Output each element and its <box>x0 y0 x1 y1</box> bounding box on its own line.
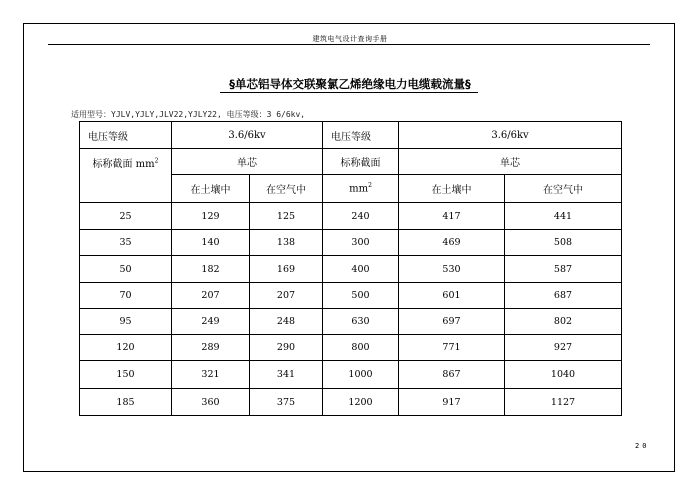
table-row <box>80 256 622 283</box>
cell-air-left: 169 <box>250 256 323 283</box>
section-label-left <box>80 149 172 203</box>
section-exp-left: 2 <box>154 157 159 165</box>
table-row <box>80 335 622 361</box>
section-exp-right: 2 <box>368 182 372 190</box>
cell-section-left: 50 <box>80 256 172 283</box>
cell-section-left: 25 <box>80 203 172 230</box>
cell-section-left: 185 <box>80 389 172 416</box>
table-header-row <box>80 122 622 149</box>
table-row <box>80 389 622 416</box>
cell-soil-right: 771 <box>399 335 505 361</box>
ampacity-table <box>79 121 622 416</box>
soil-label-left: 在土壤中 <box>172 175 250 203</box>
section-label-left-text: 标称截面 mm <box>92 159 155 170</box>
cell-section-right: 630 <box>323 309 399 335</box>
voltage-label-left: 电压等级 <box>80 122 172 149</box>
table-header-row <box>80 149 622 175</box>
cell-soil-right: 417 <box>399 203 505 230</box>
table-row <box>80 361 622 389</box>
soil-label-right: 在土壤中 <box>399 175 505 203</box>
cell-section-right: 800 <box>323 335 399 361</box>
core-label-left: 单芯 <box>172 149 323 175</box>
cell-soil-right: 601 <box>399 283 505 309</box>
header-rule <box>48 44 650 45</box>
cell-air-right: 802 <box>505 309 622 335</box>
cell-section-right: 1000 <box>323 361 399 389</box>
cell-soil-left: 207 <box>172 283 250 309</box>
air-label-left: 在空气中 <box>250 175 323 203</box>
cell-section-left: 70 <box>80 283 172 309</box>
cell-section-right: 400 <box>323 256 399 283</box>
running-header: 建筑电气设计查询手册 <box>312 35 388 43</box>
cell-air-right: 1040 <box>505 361 622 389</box>
cell-air-left: 290 <box>250 335 323 361</box>
cell-soil-right: 530 <box>399 256 505 283</box>
cell-section-right: 300 <box>323 230 399 256</box>
cell-soil-left: 129 <box>172 203 250 230</box>
title-underline <box>220 92 478 93</box>
cell-soil-left: 140 <box>172 230 250 256</box>
cell-soil-left: 321 <box>172 361 250 389</box>
cell-section-left: 150 <box>80 361 172 389</box>
cell-section-left: 120 <box>80 335 172 361</box>
cell-air-right: 927 <box>505 335 622 361</box>
core-label-right: 单芯 <box>399 149 622 175</box>
cell-soil-right: 697 <box>399 309 505 335</box>
cell-section-right: 500 <box>323 283 399 309</box>
cell-air-left: 375 <box>250 389 323 416</box>
voltage-value-right: 3.6/6kv <box>399 122 622 149</box>
cell-air-left: 138 <box>250 230 323 256</box>
cell-section-right: 240 <box>323 203 399 230</box>
cell-air-left: 341 <box>250 361 323 389</box>
cell-air-right: 441 <box>505 203 622 230</box>
cell-soil-right: 867 <box>399 361 505 389</box>
cell-soil-left: 289 <box>172 335 250 361</box>
cell-air-right: 508 <box>505 230 622 256</box>
cell-soil-left: 182 <box>172 256 250 283</box>
voltage-value-left: 3.6/6kv <box>172 122 323 149</box>
page-title <box>0 76 700 92</box>
cell-section-right: 1200 <box>323 389 399 416</box>
applicable-models-note: 适用型号：YJLV,YJLY,JLV22,YJLY22, 电压等级：3 6/6kv, <box>71 110 306 119</box>
table-row <box>80 283 622 309</box>
cell-soil-right: 469 <box>399 230 505 256</box>
cell-soil-left: 249 <box>172 309 250 335</box>
table-row <box>80 203 622 230</box>
page-number: 20 <box>635 442 650 450</box>
table-row <box>80 309 622 335</box>
cell-soil-right: 917 <box>399 389 505 416</box>
cell-section-left: 35 <box>80 230 172 256</box>
cell-air-right: 587 <box>505 256 622 283</box>
cell-air-left: 125 <box>250 203 323 230</box>
cell-air-right: 1127 <box>505 389 622 416</box>
page-title-text: §单芯铝导体交联聚氯乙烯绝缘电力电缆载流量§ <box>229 77 471 91</box>
voltage-label-right: 电压等级 <box>323 122 399 149</box>
section-unit-right <box>323 175 399 203</box>
cell-soil-left: 360 <box>172 389 250 416</box>
cell-air-left: 207 <box>250 283 323 309</box>
air-label-right: 在空气中 <box>505 175 622 203</box>
cell-air-right: 687 <box>505 283 622 309</box>
cell-air-left: 248 <box>250 309 323 335</box>
cell-section-left: 95 <box>80 309 172 335</box>
section-unit-right-text: mm <box>349 183 369 195</box>
table-row <box>80 230 622 256</box>
table-body <box>80 203 622 416</box>
section-label-right: 标称截面 <box>323 149 399 175</box>
